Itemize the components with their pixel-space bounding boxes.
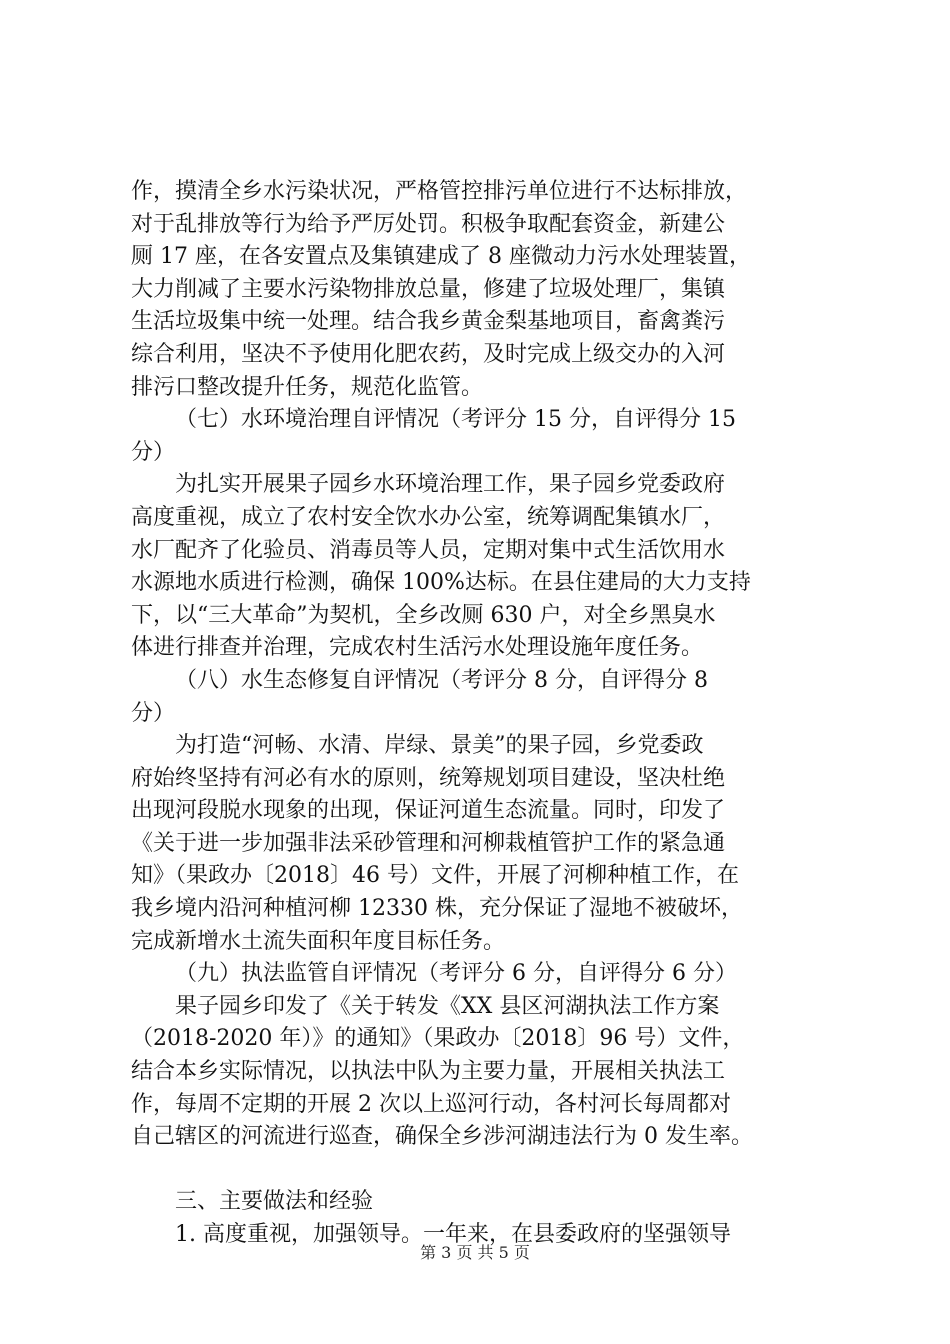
text-line: 1. 高度重视，加强领导。一年来，在县委政府的坚强领导 <box>175 1222 731 1247</box>
text-line: 对于乱排放等行为给予严厉处罚。积极争取配套资金，新建公 <box>131 211 726 237</box>
text-line: 果子园乡印发了《关于转发《XX 县区河湖执法工作方案 <box>175 993 720 1019</box>
text-line: 为扎实开展果子园乡水环境治理工作，果子园乡党委政府 <box>175 472 726 498</box>
text-line: 生活垃圾集中统一处理。结合我乡黄金梨基地项目，畜禽粪污 <box>131 309 726 335</box>
text-line: 出现河段脱水现象的出现，保证河道生态流量。同时，印发了 <box>131 798 726 824</box>
text-line: 结合本乡实际情况，以执法中队为主要力量，开展相关执法工 <box>131 1059 726 1085</box>
text-line: 高度重视，成立了农村安全饮水办公室，统筹调配集镇水厂， <box>131 504 726 530</box>
text-line: 水厂配齐了化验员、消毒员等人员，定期对集中式生活饮用水 <box>131 537 726 563</box>
text-line: （八）水生态修复自评情况（考评分 8 分，自评得分 8 <box>175 667 708 693</box>
text-line: 作，每周不定期的开展 2 次以上巡河行动，各村河长每周都对 <box>131 1091 731 1117</box>
text-line: 分） <box>131 439 176 465</box>
document-body <box>131 176 836 1252</box>
text-line: 我乡境内沿河种植河柳 12330 株，充分保证了湿地不被破坏， <box>131 896 743 922</box>
text-line: 《关于进一步加强非法采砂管理和河柳栽植管护工作的紧急通 <box>131 830 726 856</box>
text-line: 知》（果政办〔2018〕46 号）文件，开展了河柳种植工作，在 <box>131 863 739 889</box>
text-line: 府始终坚持有河必有水的原则，统筹规划项目建设，坚决杜绝 <box>131 765 726 791</box>
text-line: 综合利用，坚决不予使用化肥农药，及时完成上级交办的入河 <box>131 341 726 367</box>
text-line: 体进行排查并治理，完成农村生活污水处理设施年度任务。 <box>131 635 704 661</box>
text-line: （七）水环境治理自评情况（考评分 15 分，自评得分 15 <box>175 407 736 433</box>
text-line: 大力削减了主要水污染物排放总量，修建了垃圾处理厂，集镇 <box>131 276 726 302</box>
text-line: 水源地水质进行检测，确保 100%达标。在县住建局的大力支持 <box>131 570 751 596</box>
text-line: 厕 17 座，在各安置点及集镇建成了 8 座微动力污水处理装置， <box>131 244 751 270</box>
text-line: 为打造“河畅、水清、岸绿、景美”的果子园，乡党委政 <box>175 733 704 759</box>
text-line: 排污口整改提升任务，规范化监管。 <box>131 374 484 400</box>
text-line: 分） <box>131 700 176 726</box>
text-line: 三、主要做法和经验 <box>175 1189 374 1215</box>
text-line: 作，摸清全乡水污染状况，严格管控排污单位进行不达标排放， <box>131 179 748 204</box>
page-footer: 第 3 页 共 5 页 <box>420 1243 530 1262</box>
text-line: 自己辖区的河流进行巡查，确保全乡涉河湖违法行为 0 发生率。 <box>131 1124 753 1150</box>
text-line: （2018-2020 年）》的通知》（果政办〔2018〕96 号）文件， <box>131 1026 745 1052</box>
text-line: （九）执法监管自评情况（考评分 6 分，自评得分 6 分） <box>175 961 737 987</box>
text-line: 完成新增水土流失面积年度目标任务。 <box>131 928 506 954</box>
text-line: 下，以“三大革命”为契机，全乡改厕 630 户，对全乡黑臭水 <box>131 602 716 628</box>
text-line <box>131 1154 836 1187</box>
